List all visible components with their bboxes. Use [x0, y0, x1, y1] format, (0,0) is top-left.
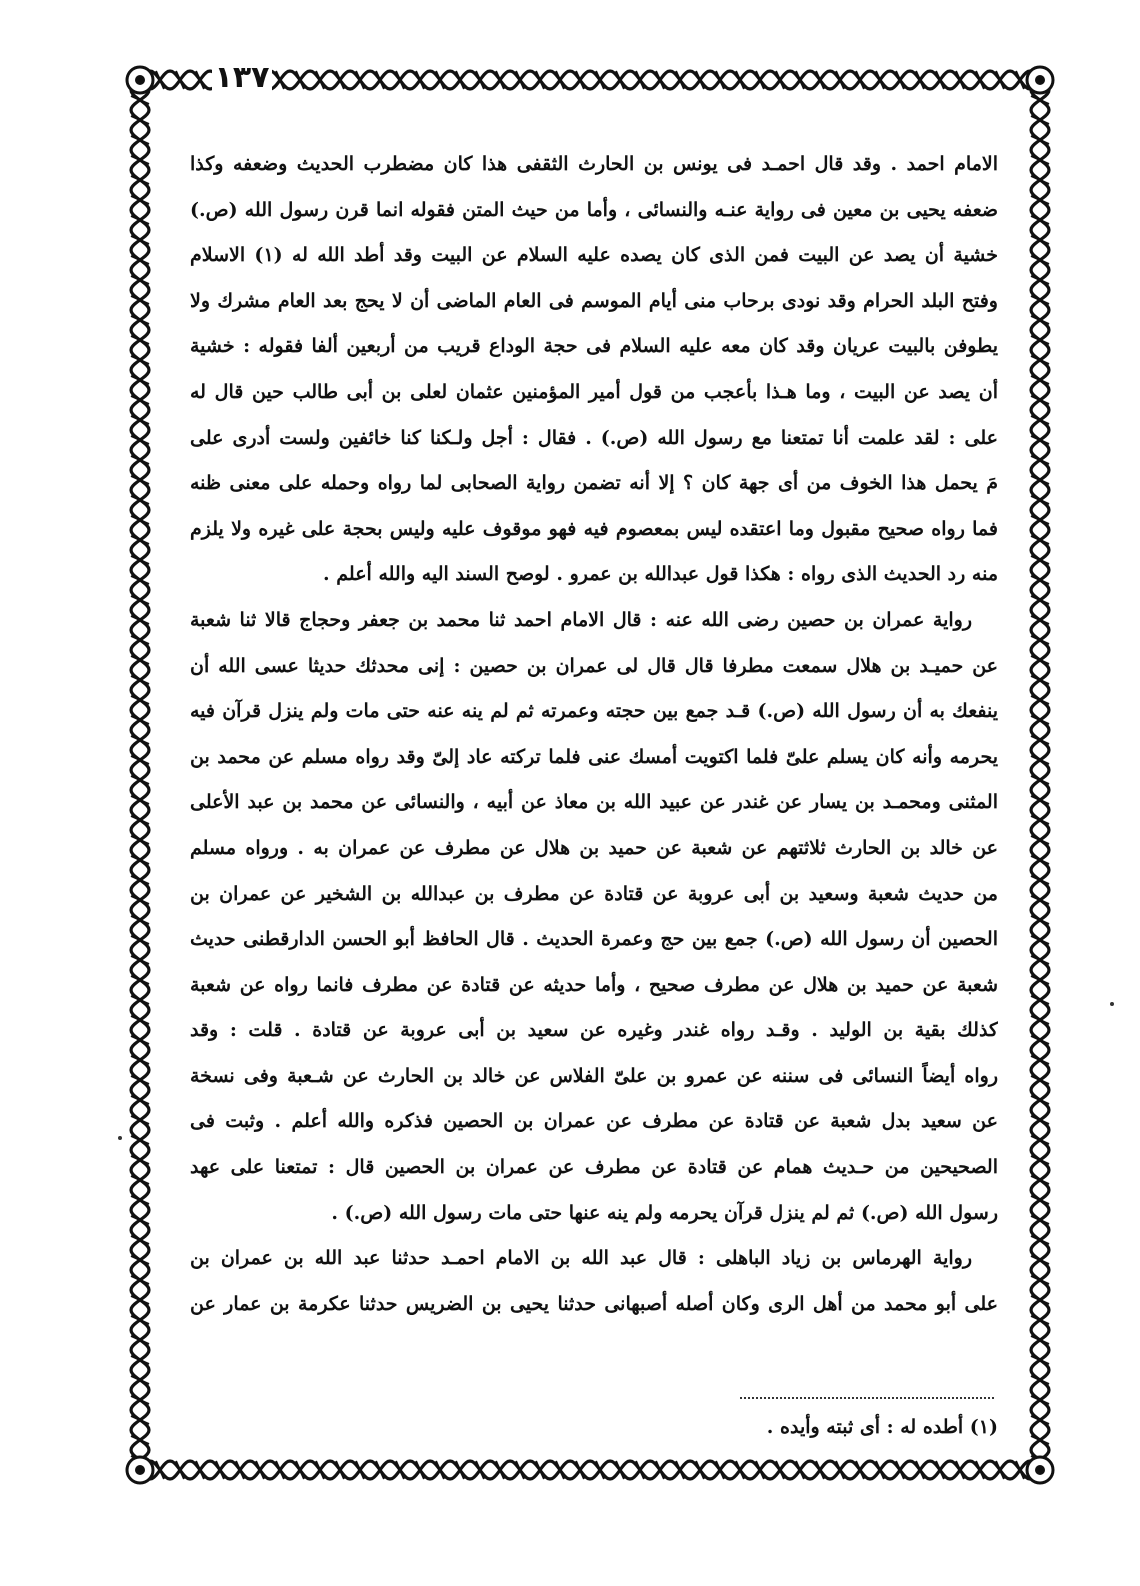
text-line: الامام احمد . وقد قال احمـد فى يونس بن الحارث الثقفى هذا كان مضطرب الحديث وضعفه وكذا [190, 153, 998, 175]
text-line: خشية أن يصد عن البيت فمن الذى كان يصده عليه السلام عن البيت وقد أطد الله له (١) الاسلام [190, 244, 998, 267]
text-line: ينفعك به أن رسول الله (ص.) قـد جمع بين حجته وعمرته ثم لم ينه عنه حتى مات ولم ينزل قرآن فيه [190, 700, 998, 723]
text-line: عن سعيد بدل شعبة عن قتادة عن مطرف عن عمران بن الحصين فذكره والله أعلم . وثبت فى [190, 1110, 998, 1133]
margin-speck [1110, 1002, 1114, 1006]
text-line: شعبة عن حميد بن هلال عن مطرف صحيح ، وأما حديثه عن قتادة عن مطرف فانما رواه عن شعبة [190, 973, 998, 996]
text-line: الصحيحين من حـديث همام عن قتادة عن مطرف عن عمران بن الحصين قال : تمتعنا على عهد [190, 1156, 998, 1179]
text-line: ضعفه يحيى بن معين فى رواية عنـه والنسائى ، وأما من حيث المتن فقوله انما قرن رسول الله (ص.) [190, 198, 998, 221]
text-line: يطوفن بالبيت عريان وقد كان معه عليه السلام فى حجة الوداع قريب من أربعين ألفا فقوله : خشية [190, 335, 998, 358]
text-line: مَ يحمل هذا الخوف من أى جهة كان ؟ إلا أنه تضمن رواية الصحابى لما رواه وحمله على معنى ظنه [190, 472, 998, 495]
text-line: المثنى ومحمـد بن يسار عن غندر عن عبيد الله بن معاذ عن أبيه ، والنسائى عن محمد بن عبد الأعلى [190, 791, 998, 814]
page-body-text [190, 142, 998, 1327]
text-line: عن خالد بن الحارث ثلاثتهم عن شعبة عن حميد بن هلال عن مطرف عن عمران به . ورواه مسلم [190, 836, 998, 859]
text-line: يحرمه وأنه كان يسلم علىّ فلما اكتويت أمسك عنى فلما تركته عاد إلىّ وقد رواه مسلم عن محمد بن [190, 745, 998, 768]
footnote: (١) أطده له : أى ثبته وأيده . [766, 1416, 998, 1438]
text-line: رواه أيضاً النسائى فى سننه عن عمرو بن علىّ الفلاس عن خالد بن الحارث عن شـعبة وفى نسخة [190, 1064, 998, 1087]
text-line: عن حميـد بن هلال سمعت مطرفا قال قال لى عمران بن حصين : إنى محدثك حديثا عسى الله أن [190, 654, 998, 677]
text-line: وفتح البلد الحرام وقد نودى برحاب منى أيام الموسم فى العام الماضى أن لا يحج بعد العام مشرك ولا [190, 289, 998, 312]
section-start-line: رواية عمران بن حصين رضى الله عنه : قال الامام احمد ثنا محمد بن جعفر وحجاج قالا ثنا شعبة [190, 608, 972, 631]
text-line: على : لقد علمت أنا تمتعنا مع رسول الله (ص.) . فقال : أجل ولـكنا كنا خائفين ولست أدرى على [190, 426, 998, 449]
margin-speck [118, 1136, 122, 1140]
text-line: أن يصد عن البيت ، وما هـذا بأعجب من قول أمير المؤمنين عثمان لعلى بن أبى طالب حين قال له [190, 380, 998, 403]
text-line: الحصين أن رسول الله (ص.) جمع بين حج وعمرة الحديث . قال الحافظ أبو الحسن الدارقطنى حديث [190, 928, 998, 951]
text-line: فما رواه صحيح مقبول وما اعتقده ليس بمعصوم فيه فهو موقوف عليه وليس بحجة على غيره ولا يلزم [190, 517, 998, 540]
text-line: كذلك بقية بن الوليد . وقـد رواه غندر وغيره عن سعيد بن أبى عروبة عن قتادة . قلت : وقد [190, 1019, 998, 1042]
text-line: على أبو محمد من أهل الرى وكان أصله أصبهانى حدثنا يحيى بن الضريس حدثنا عكرمة بن عمار عن [190, 1292, 998, 1315]
footnote-divider [740, 1397, 994, 1399]
text-line: رسول الله (ص.) ثم لم ينزل قرآن يحرمه ولم ينه عنها حتى مات رسول الله (ص.) . [331, 1201, 998, 1224]
section-start-line: رواية الهرماس بن زياد الباهلى : قال عبد الله بن الامام احمـد حدثنا عبد الله بن عمران بن [190, 1247, 972, 1270]
text-line: منه رد الحديث الذى رواه : هكذا قول عبدالله بن عمرو . لوصح السند اليه والله أعلم . [323, 563, 998, 586]
page-number: ١٣٧ [212, 60, 272, 96]
text-line: من حديث شعبة وسعيد بن أبى عروبة عن قتادة عن مطرف بن عبدالله بن الشخير عن عمران بن [190, 882, 998, 905]
